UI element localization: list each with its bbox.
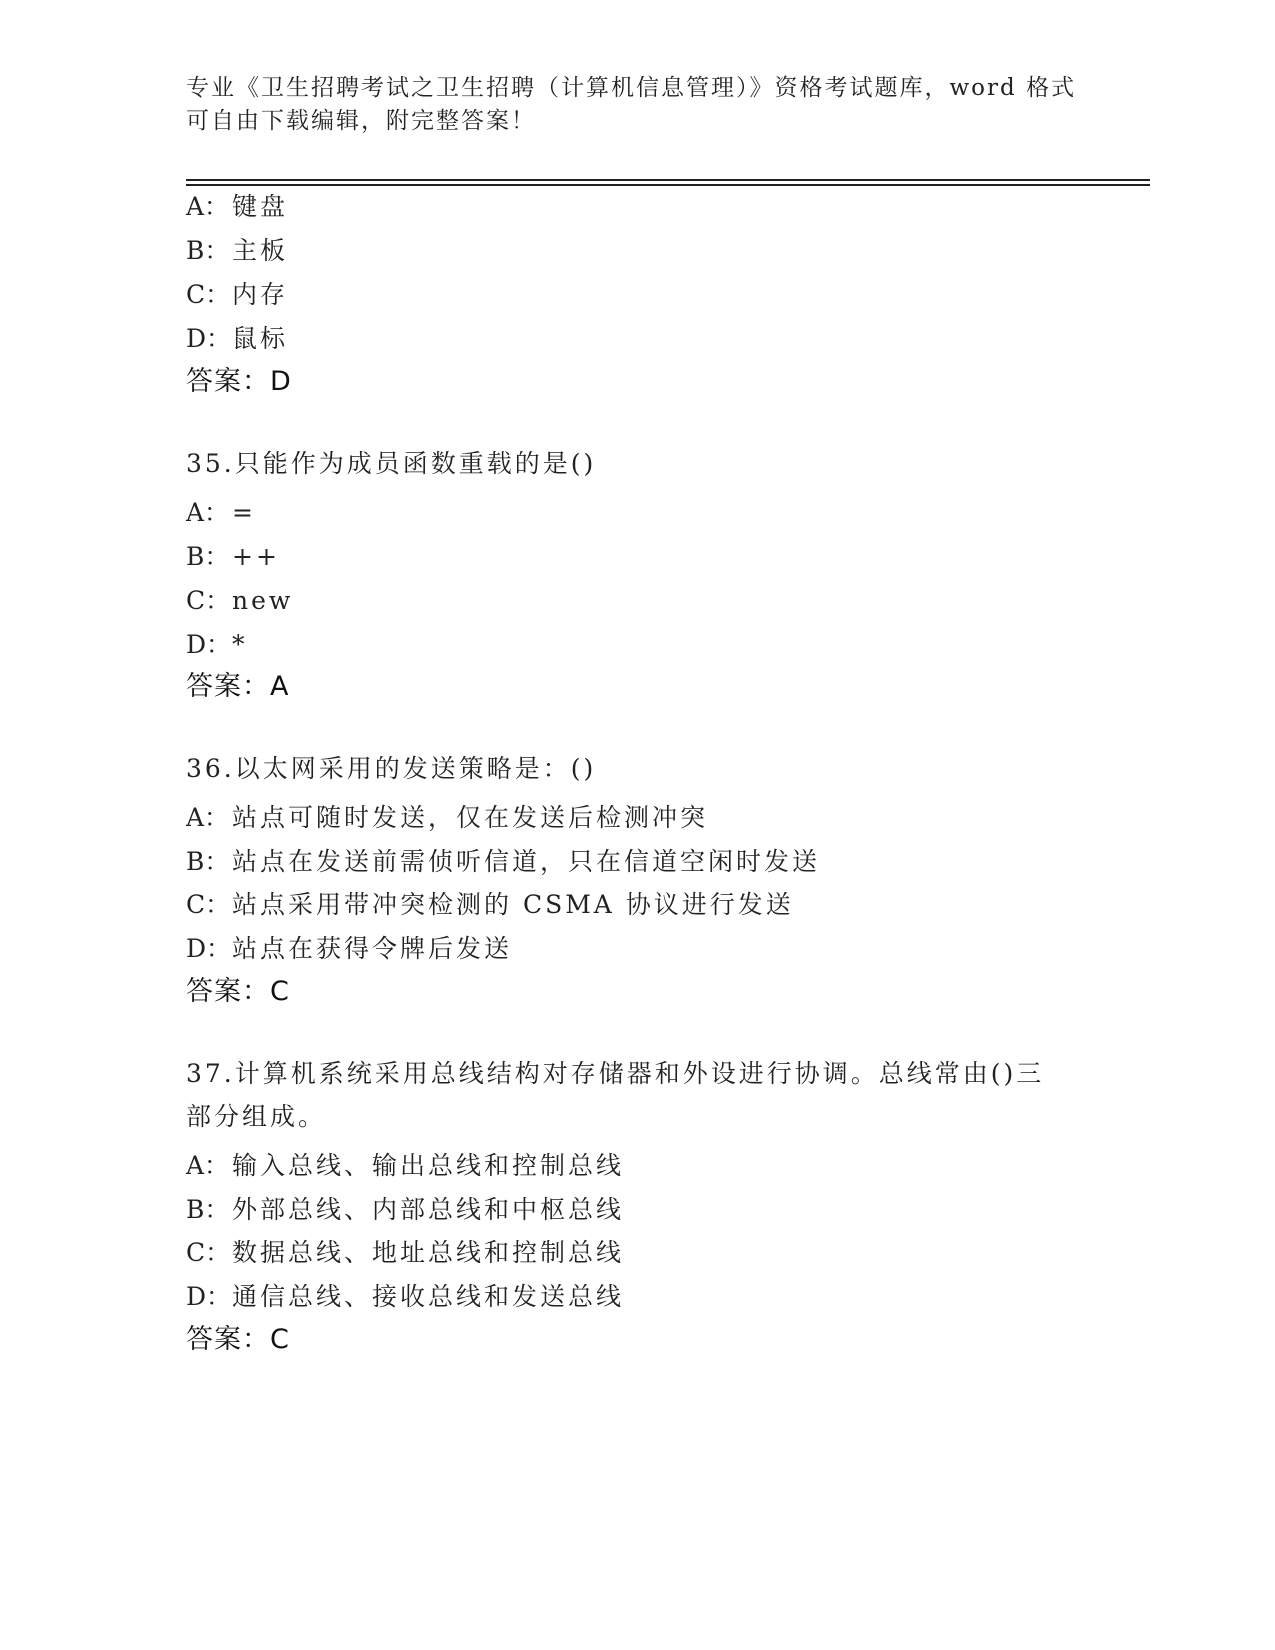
- option-text: 输入总线、输出总线和控制总线: [232, 1151, 625, 1180]
- option-b: [186, 846, 820, 878]
- option-d: [186, 933, 512, 965]
- option-d: [186, 323, 288, 355]
- option-letter: B：: [186, 236, 230, 265]
- option-text: 站点在获得令牌后发送: [232, 934, 513, 963]
- option-letter: D：: [186, 324, 232, 353]
- question-title: 35.只能作为成员函数重载的是(): [186, 449, 597, 478]
- option-b: [186, 541, 280, 573]
- option-letter: A：: [186, 803, 230, 832]
- option-text: new: [232, 586, 294, 615]
- option-letter: C：: [186, 890, 231, 919]
- option-a: [186, 802, 708, 834]
- option-letter: B：: [186, 542, 230, 571]
- option-c: [186, 1237, 624, 1269]
- option-text: 站点可随时发送，仅在发送后检测冲突: [232, 803, 709, 832]
- option-a: [186, 497, 256, 529]
- answer-line: 答案：D: [186, 366, 292, 397]
- option-text: ++: [232, 542, 280, 571]
- option-text: 通信总线、接收总线和发送总线: [232, 1282, 625, 1311]
- option-c: [186, 279, 288, 311]
- option-text: *: [232, 630, 248, 659]
- option-b: [186, 1194, 624, 1226]
- option-letter: D：: [186, 630, 232, 659]
- option-text: 外部总线、内部总线和中枢总线: [232, 1195, 625, 1224]
- document-header: [186, 72, 1086, 138]
- header-divider-bottom: [186, 184, 1150, 186]
- option-text: 键盘: [232, 192, 289, 221]
- answer-line: 答案：C: [186, 1324, 290, 1355]
- option-letter: C：: [186, 586, 231, 615]
- option-d: [186, 629, 248, 661]
- option-letter: C：: [186, 280, 231, 309]
- option-letter: A：: [186, 498, 230, 527]
- option-text: 鼠标: [232, 324, 289, 353]
- option-letter: D：: [186, 934, 232, 963]
- option-text: 主板: [232, 236, 289, 265]
- question-title: 36.以太网采用的发送策略是：(): [186, 754, 597, 783]
- question-title-line-1: 37.计算机系统采用总线结构对存储器和外设进行协调。总线常由()三: [186, 1059, 1045, 1088]
- option-letter: C：: [186, 1238, 231, 1267]
- option-c: [186, 889, 794, 921]
- option-a: [186, 1150, 624, 1182]
- option-text: 站点在发送前需侦听信道，只在信道空闲时发送: [232, 847, 821, 876]
- option-letter: B：: [186, 847, 230, 876]
- header-line-2: 可自由下载编辑，附完整答案！: [186, 108, 536, 134]
- option-b: [186, 235, 288, 267]
- answer-line: 答案：C: [186, 976, 290, 1007]
- option-a: [186, 191, 288, 223]
- option-text: =: [232, 498, 256, 527]
- header-divider-top: [186, 179, 1150, 181]
- option-text: 站点采用带冲突检测的 CSMA 协议进行发送: [232, 890, 794, 919]
- option-letter: A：: [186, 1151, 230, 1180]
- option-text: 内存: [232, 280, 289, 309]
- option-c: [186, 585, 293, 617]
- option-letter: A：: [186, 192, 230, 221]
- header-line-1: 专业《卫生招聘考试之卫生招聘（计算机信息管理）》资格考试题库，word 格式: [186, 75, 1077, 101]
- option-letter: D：: [186, 1282, 232, 1311]
- answer-line: 答案：A: [186, 671, 290, 702]
- question-title-line-2: 部分组成。: [186, 1102, 327, 1131]
- option-letter: B：: [186, 1195, 230, 1224]
- option-text: 数据总线、地址总线和控制总线: [232, 1238, 625, 1267]
- option-d: [186, 1281, 624, 1313]
